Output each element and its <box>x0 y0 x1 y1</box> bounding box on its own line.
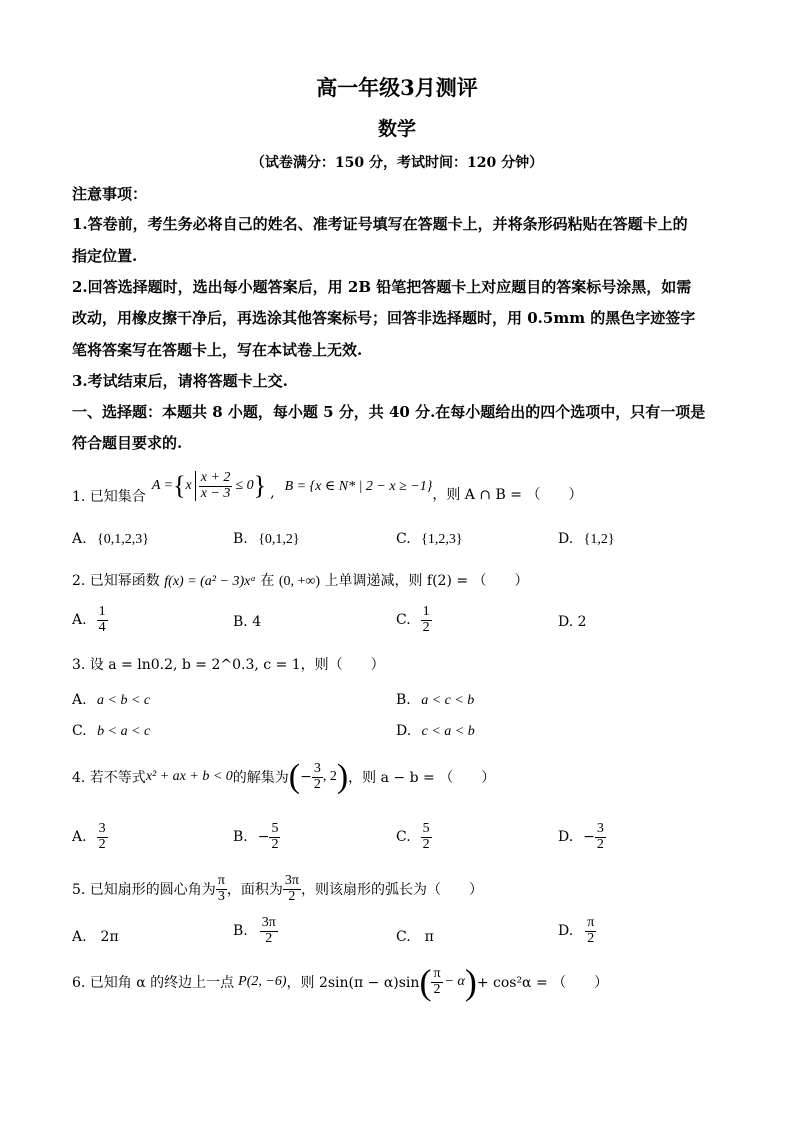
q4-option-b-minus: − <box>257 829 270 846</box>
q5-option-b-den: 2 <box>265 930 273 946</box>
q5-option-b-label: B. <box>233 923 248 940</box>
q4-left-paren: ( <box>288 758 301 795</box>
q4-int-num: 3 <box>313 760 321 776</box>
q4-option-c-fraction <box>421 822 432 852</box>
q1-frac-den: x − 3 <box>200 485 231 501</box>
q3-option-d <box>396 723 475 740</box>
q1-set-a-cond: ≤ 0 <box>235 478 254 493</box>
q1-set-a-label: A = <box>151 478 174 493</box>
q1-prefix: 1. 已知集合 <box>72 489 146 505</box>
q2-option-c-label: C. <box>396 612 411 629</box>
q2-option-c-num: 1 <box>422 604 430 619</box>
q4-option-c-label: C. <box>396 829 411 846</box>
q4-option-c-num: 5 <box>422 821 430 836</box>
q4-option-b <box>233 822 280 852</box>
q5-option-b-fraction <box>260 916 278 946</box>
q1-option-a-value: {0,1,2,3} <box>97 532 149 547</box>
q4-option-d-minus: − <box>583 829 595 846</box>
q4-option-a-fraction <box>97 822 108 852</box>
q5-option-d-fraction <box>585 916 596 946</box>
note-2-line-3: 笔将答案写在答题卡上，写在本试卷上无效. <box>72 341 363 359</box>
q1-option-d-label: D. <box>558 531 574 547</box>
q1-set-divider <box>195 471 196 501</box>
q5-angle-den: 3 <box>217 888 225 904</box>
q5-tail: ，则该扇形的弧长为（ ） <box>300 882 483 899</box>
question-3: 3. 设 a = ln0.2, b = 2^0.3, c = 1，则（ ） <box>72 657 385 673</box>
q1-set-a-fraction <box>199 471 233 501</box>
subject-title: 数学 <box>377 118 416 140</box>
notes-heading: 注意事项： <box>72 185 148 203</box>
q3-option-d-label: D. <box>396 723 412 739</box>
q2-option-a-label: A. <box>72 612 87 629</box>
q3-option-a-value: a < b < c <box>97 693 151 708</box>
note-2-line-1: 2.回答选择题时，选出每小题答案后，用 2B 铅笔把答题卡上对应题目的答案标号涂黑，如需 <box>72 278 692 296</box>
q6-right-paren: ) <box>464 962 477 1002</box>
q3-option-b <box>396 692 474 709</box>
q4-int-den: 2 <box>313 776 321 792</box>
q3-option-d-value: c < a < b <box>421 724 475 739</box>
q4-interval-fraction <box>312 762 323 792</box>
q1-set-b: B = {x ∈ N* | 2 − x ≥ −1} <box>284 478 433 494</box>
q4-option-b-fraction <box>269 822 280 852</box>
q2-mid: 在 <box>260 573 275 589</box>
q4-option-b-label: B. <box>233 829 248 846</box>
q4-option-b-den: 2 <box>271 836 279 852</box>
q3-option-b-value: a < c < b <box>421 693 475 708</box>
q1-left-brace: { <box>173 471 186 500</box>
question-2 <box>72 570 529 590</box>
q4-option-d-num: 3 <box>596 821 604 836</box>
q6-mid: ，则 2sin(π − α)sin <box>286 975 420 991</box>
q6-frac-den: 2 <box>433 981 441 997</box>
q1-option-c-label: C. <box>396 531 411 547</box>
q1-option-c <box>396 531 463 548</box>
section-1-line-1: 一、选择题：本题共 8 小题，每小题 5 分，共 40 分.在每小题给出的四个选项中，只有一项是 <box>72 403 706 421</box>
q5-area-fraction <box>283 874 301 904</box>
q1-option-a <box>72 531 149 548</box>
q4-option-d-den: 2 <box>596 836 604 852</box>
q2-option-a-num: 1 <box>98 604 106 619</box>
q6-prefix: 6. 已知角 α 的终边上一点 <box>72 975 235 991</box>
q6-tail: + cos²α = （ ） <box>476 975 609 991</box>
q6-frac-num: π <box>433 965 441 981</box>
q1-set-a-var: x <box>185 478 192 493</box>
q1-option-b <box>233 531 300 548</box>
q1-option-d <box>558 531 615 548</box>
q5-mid: ，面积为 <box>226 882 283 899</box>
q3-option-c <box>72 723 150 740</box>
q2-option-d: D. 2 <box>558 614 587 630</box>
q6-point: P(2, −6) <box>238 974 287 989</box>
q5-angle-num: π <box>217 873 225 888</box>
q5-option-a: A. 2π <box>72 929 119 945</box>
q4-option-d <box>558 822 606 852</box>
q1-right-brace: } <box>253 471 267 500</box>
q4-interval-end: , 2 <box>322 769 337 784</box>
q5-angle-fraction <box>216 874 227 904</box>
q5-option-d-den: 2 <box>587 930 595 946</box>
question-6 <box>72 964 608 1000</box>
q4-option-c-den: 2 <box>422 836 430 852</box>
question-4 <box>72 760 495 794</box>
q1-option-b-value: {0,1,2} <box>258 532 300 547</box>
q6-inner-tail: − α <box>444 974 465 989</box>
q1-option-a-label: A. <box>72 531 87 547</box>
q2-expr: f(x) = (a² − 3)xᵃ <box>164 574 256 589</box>
q3-option-a-label: A. <box>72 692 87 708</box>
page-title: 高一年级3月测评 <box>316 75 478 100</box>
q2-option-b: B. 4 <box>233 614 262 630</box>
q1-option-b-label: B. <box>233 531 248 547</box>
q2-option-a-fraction <box>97 605 108 635</box>
q2-option-c <box>396 605 432 635</box>
question-5 <box>72 874 483 904</box>
q5-area-num: 3π <box>284 873 299 888</box>
q4-tail: ，则 a − b = （ ） <box>348 770 496 786</box>
q3-option-c-value: b < a < c <box>97 724 151 739</box>
q6-fraction <box>431 967 442 997</box>
q3-option-b-label: B. <box>396 692 411 708</box>
q4-option-a-num: 3 <box>98 821 106 836</box>
q5-area-den: 2 <box>288 888 296 904</box>
q1-frac-num: x + 2 <box>200 469 231 485</box>
q1-tail: ，则 A ∩ B = （ ） <box>432 487 583 503</box>
q4-option-a <box>72 822 108 852</box>
q4-minus: − <box>300 769 312 785</box>
q6-left-paren: ( <box>419 962 432 1002</box>
q3-option-a <box>72 692 150 709</box>
note-3: 3.考试结束后，请将答题卡上交. <box>72 372 288 390</box>
q5-option-b-num: 3π <box>261 915 276 930</box>
q2-option-c-den: 2 <box>422 619 430 635</box>
q5-option-c: C. π <box>396 929 434 945</box>
q5-prefix: 5. 已知扇形的圆心角为 <box>72 882 216 899</box>
question-1 <box>72 466 582 506</box>
q2-prefix: 2. 已知幂函数 <box>72 573 160 589</box>
q1-option-d-value: {1,2} <box>583 532 615 547</box>
note-1-line-2: 指定位置. <box>72 247 138 265</box>
q5-option-d-num: π <box>587 915 595 930</box>
q4-option-c <box>396 822 432 852</box>
q2-option-a-den: 4 <box>98 619 106 635</box>
q4-option-a-den: 2 <box>98 836 106 852</box>
q5-option-d <box>558 916 596 946</box>
note-1-line-1: 1.答卷前，考生务必将自己的姓名、准考证号填写在答题卡上，并将条形码粘贴在答题卡上的 <box>72 215 688 233</box>
q4-option-a-label: A. <box>72 829 87 846</box>
q4-option-d-label: D. <box>558 829 574 846</box>
q2-option-a <box>72 605 108 635</box>
q4-expr: x² + ax + b < 0 <box>145 769 233 784</box>
q1-comma: , <box>270 485 275 501</box>
note-2-line-2: 改动，用橡皮擦干净后，再选涂其他答案标号；回答非选择题时，用 0.5mm 的黑色字迹签字 <box>72 309 696 327</box>
q5-option-b <box>233 916 278 946</box>
exam-info: （试卷满分：150 分，考试时间：120 分钟） <box>250 155 544 171</box>
q4-mid: 的解集为 <box>232 770 289 786</box>
q4-option-b-num: 5 <box>271 821 279 836</box>
q2-tail: 上单调递减，则 f(2) = （ ） <box>324 573 529 589</box>
q3-option-c-label: C. <box>72 723 87 739</box>
section-1-line-2: 符合题目要求的. <box>72 434 183 452</box>
q2-option-c-fraction <box>421 605 432 635</box>
q4-option-d-fraction <box>595 822 606 852</box>
q4-right-paren: ) <box>336 758 349 795</box>
q1-option-c-value: {1,2,3} <box>421 532 463 547</box>
q4-prefix: 4. 若不等式 <box>72 770 146 786</box>
q5-option-d-label: D. <box>558 923 574 940</box>
q2-interval: (0, +∞) <box>278 574 321 589</box>
